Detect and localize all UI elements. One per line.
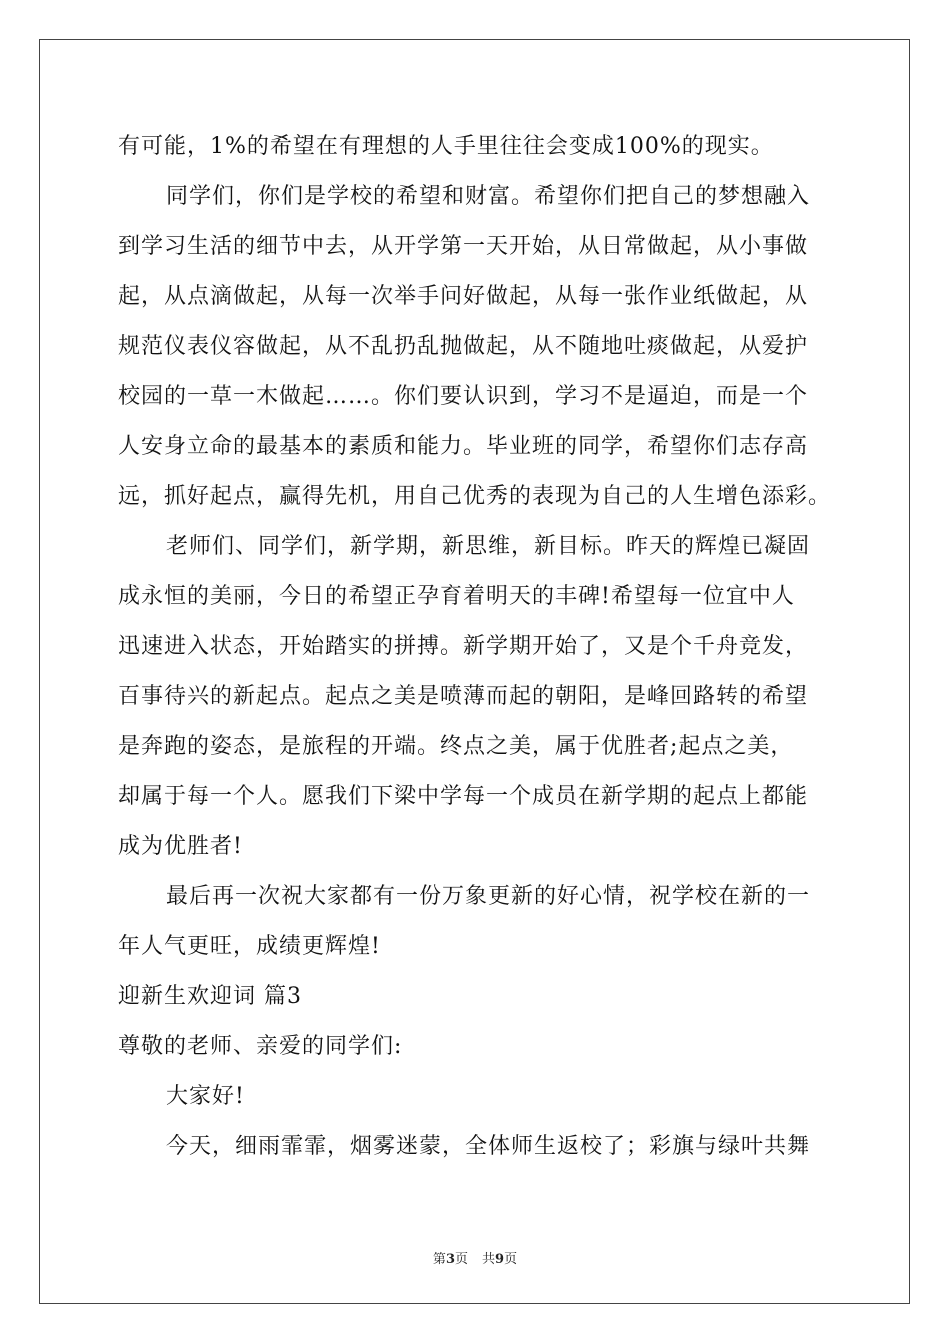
text-line: 起，从点滴做起，从每一次举手问好做起，从每一张作业纸做起，从	[118, 284, 809, 309]
text-line: 今天，细雨霏霏，烟雾迷蒙，全体师生返校了；彩旗与绿叶共舞	[166, 1134, 811, 1159]
current-page-number: 3	[445, 1252, 455, 1267]
total-suffix: 页	[504, 1252, 518, 1267]
text-line: 规范仪表仪容做起，从不乱扔乱抛做起，从不随地吐痰做起，从爱护	[118, 334, 809, 359]
text-line: 大家好!	[166, 1084, 245, 1109]
text-line: 却属于每一个人。愿我们下梁中学每一个成员在新学期的起点上都能	[118, 784, 809, 809]
text-line: 年人气更旺，成绩更辉煌!	[118, 934, 381, 959]
text-line: 老师们、同学们，新学期，新思维，新目标。昨天的辉煌已凝固	[166, 534, 811, 559]
text-line: 百事待兴的新起点。起点之美是喷薄而起的朝阳，是峰回路转的希望	[118, 684, 809, 709]
text-line: 人安身立命的最基本的素质和能力。毕业班的同学，希望你们志存高	[118, 434, 809, 459]
text-line: 成为优胜者!	[118, 834, 243, 859]
text-line: 成永恒的美丽，今日的希望正孕育着明天的丰碑!希望每一位宜中人	[118, 584, 795, 609]
text-line: 远，抓好起点，赢得先机，用自己优秀的表现为自己的人生增色添彩。	[118, 484, 832, 509]
total-page-number: 9	[495, 1252, 505, 1267]
total-prefix: 共	[482, 1252, 496, 1267]
text-line: 到学习生活的细节中去，从开学第一天开始，从日常做起，从小事做	[118, 234, 809, 259]
text-line: 同学们，你们是学校的希望和财富。希望你们把自己的梦想融入	[166, 184, 811, 209]
page-suffix: 页	[454, 1252, 468, 1267]
text-line: 校园的一草一木做起……。你们要认识到，学习不是逼迫，而是一个	[118, 384, 809, 409]
page-footer	[0, 1248, 950, 1267]
text-line: 有可能，1%的希望在有理想的人手里往往会变成100%的现实。	[118, 134, 774, 159]
document-body	[118, 122, 850, 1172]
page-prefix: 第	[432, 1252, 446, 1267]
text-line: 最后再一次祝大家都有一份万象更新的好心情，祝学校在新的一	[166, 884, 811, 909]
text-line: 迅速进入状态，开始踏实的拼搏。新学期开始了，又是个千舟竞发，	[118, 634, 809, 659]
text-line: 迎新生欢迎词 篇3	[118, 984, 302, 1009]
text-line: 尊敬的老师、亲爱的同学们:	[118, 1034, 403, 1059]
text-line: 是奔跑的姿态，是旅程的开端。终点之美，属于优胜者;起点之美，	[118, 734, 794, 759]
